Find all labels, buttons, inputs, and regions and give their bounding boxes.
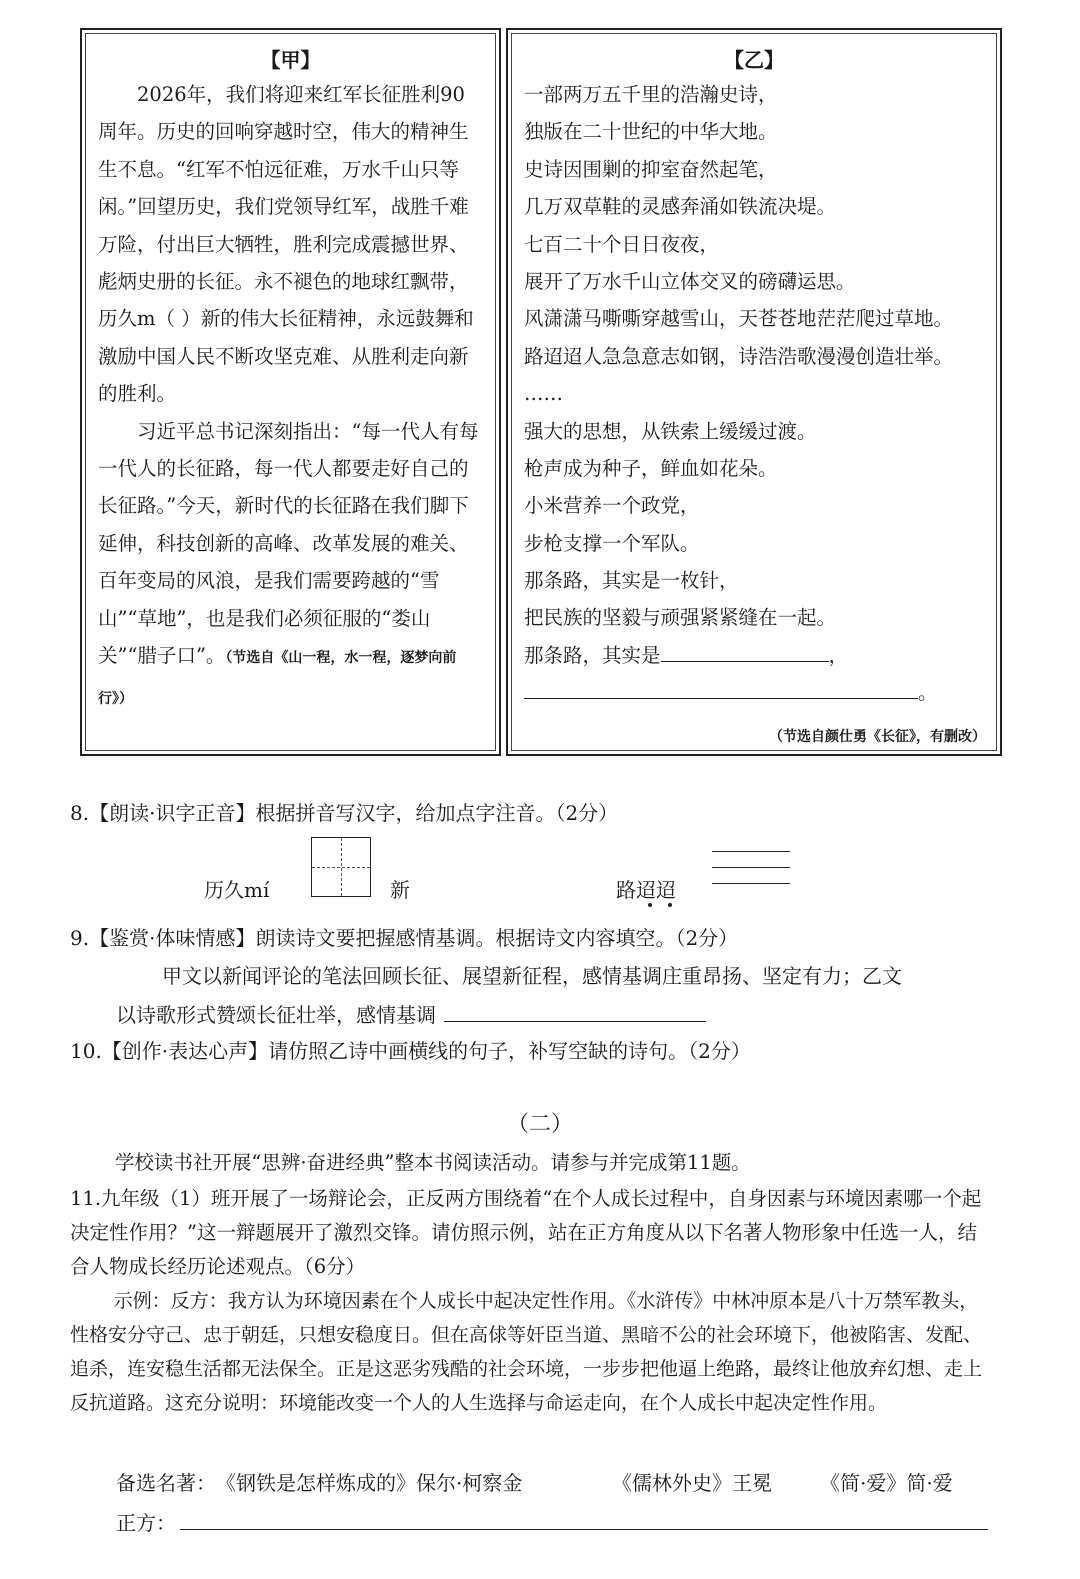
poem-line: 几万双草鞋的灵感奔涌如铁流决堤。 [524, 195, 837, 219]
poem-line: 史诗因围剿的抑室奋然起笔， [524, 157, 778, 181]
question-10: 10.【创作·表达心声】请仿照乙诗中画横线的句子，补写空缺的诗句。（2分） [70, 1039, 751, 1063]
book-option-3: 《简·爱》简·爱 [820, 1471, 953, 1495]
q9-line3 [116, 997, 706, 1028]
section-2-title: （二） [506, 1112, 573, 1137]
poem-final-period: 。 [918, 681, 938, 705]
poem-line-underlined: 路迢迢人急急意志如钢，诗浩浩歌漫漫创造壮举。 [524, 344, 954, 368]
passage-jia-source: （节选自《山一程，水一程，逐梦向前行》） [98, 650, 457, 707]
q9-answer-blank[interactable] [444, 997, 706, 1022]
poem-blank-line-start: 那条路，其实是 [524, 643, 661, 667]
poem-line: 展开了万水千山立体交叉的磅礴运思。 [524, 269, 856, 293]
q8-item1-after: 新 [390, 878, 410, 902]
question-9: 9.【鉴赏·体味情感】朗读诗文要把握感情基调。根据诗文内容填空。（2分） [70, 926, 739, 950]
q8-pinyin-lines[interactable] [712, 851, 790, 903]
q9-line3-text: 以诗歌形式赞颂长征壮举，感情基调 [116, 1003, 436, 1027]
book-option-1: 《钢铁是怎样炼成的》保尔·柯察金 [216, 1471, 523, 1495]
passage-jia-para2 [98, 413, 481, 718]
poem-line: 那条路，其实是一枚针， [524, 569, 739, 593]
answer-row [116, 1505, 988, 1536]
poem-line: 一部两万五千里的浩瀚史诗， [524, 83, 778, 106]
section-2-intro: 学校读书社开展“思辨·奋进经典”整本书阅读活动。请参与并完成第11题。 [114, 1151, 751, 1174]
poem-line: 风潇潇马嘶嘶穿越雪山，天苍苍地茫茫爬过草地。 [524, 307, 954, 331]
poem-line: 强大的思想，从铁索上缓缓过渡。 [524, 419, 817, 443]
poem-line: 步枪支撑一个军队。 [524, 531, 700, 555]
passage-jia-box [80, 28, 501, 756]
passage-jia-para2-text: 习近平总书记深刻指出：“每一代人有每一代人的长征路，每一代人都要走好自己的长征路。”今天，新时代的长征路在我们脚下延伸，科技创新的高峰、改革发展的难关、百年变局的风浪，是我们需要跨越的“雪山”“草地”，也是我们必须征服的“娄山关”“腊子口”。 [98, 419, 479, 668]
q8-item2: 路迢迢 [616, 878, 676, 902]
question-11: 11.九年级（1）班开展了一场辩论会，正反两方围绕着“在个人成长过程中，自身因素与环境因素哪一个起决定性作用？”这一辩题展开了激烈交锋。请仿照示例，站在正方角度从以下名著人物形象中任选一人，结合人物成长经历论述观点。（6分） [70, 1187, 982, 1278]
question-8: 8.【朗读·识字正音】根据拼音写汉字，给加点字注音。（2分） [70, 801, 619, 825]
poem-blank-line-end: ， [828, 643, 849, 667]
poem-line: 独版在二十世纪的中华大地。 [524, 120, 778, 144]
poem-blank-line [524, 637, 988, 674]
poem-answer-blank-1[interactable] [661, 637, 829, 662]
answer-label: 正方： [116, 1511, 176, 1535]
poem-line: 小米营养一个政党， [524, 494, 700, 518]
passage-yi-box [506, 28, 1002, 756]
poem-line: 把民族的坚毅与顽强紧紧缝在一起。 [524, 606, 837, 630]
emphasis-dot [648, 903, 652, 907]
poem-answer-blank-2[interactable] [524, 674, 918, 699]
emphasis-dot [668, 903, 672, 907]
q8-tianzi-grid[interactable] [311, 837, 371, 897]
passage-yi-title: 【乙】 [724, 48, 784, 72]
poem-line: 枪声成为种子，鲜血如花朵。 [524, 456, 778, 480]
passage-jia-title: 【甲】 [260, 48, 321, 72]
passage-yi-source: （节选自颜仕勇《长征》，有删改） [769, 729, 986, 745]
passage-jia-para1: 2026年，我们将迎来红军长征胜利90周年。历史的回响穿越时空，伟大的精神生生不息。“红军不怕远征难，万水千山只等闲。”回望历史，我们党领导红军，战胜千难万险，付出巨大牺牲，胜利完成震撼世界、彪炳史册的长征。永不褪色的地球红飘带，历久m（ ）新的伟大长征精神，永远鼓舞和激励中国人民不断攻坚克难、从胜利走向新的胜利。 [98, 83, 474, 406]
poem-ellipsis: …… [524, 382, 563, 406]
poem-blank-line-2 [524, 674, 988, 711]
books-label: 备选名著： [116, 1471, 216, 1495]
q9-line2: 甲文以新闻评论的笔法回顾长征、展望新征程，感情基调庄重昂扬、坚定有力；乙文 [162, 964, 902, 988]
q8-item1-before: 历久mí [204, 878, 270, 902]
book-option-2: 《儒林外史》王冕 [612, 1471, 772, 1495]
q11-example: 示例：反方：我方认为环境因素在个人成长中起决定性作用。《水浒传》中林冲原本是八十万禁军教头，性格安分守己、忠于朝廷，只想安稳度日。但在高俅等奸臣当道、黑暗不公的社会环境下，他被陷害、发配、追杀，连安稳生活都无法保全。正是这恶劣残酷的社会环境，一步步把他逼上绝路，最终让他放弃幻想、走上反抗道路。这充分说明：环境能改变一个人的人生选择与命运走向，在个人成长中起决定性作用。 [70, 1290, 983, 1414]
poem-line: 七百二十个日日夜夜， [524, 232, 720, 256]
answer-blank[interactable] [180, 1505, 988, 1530]
